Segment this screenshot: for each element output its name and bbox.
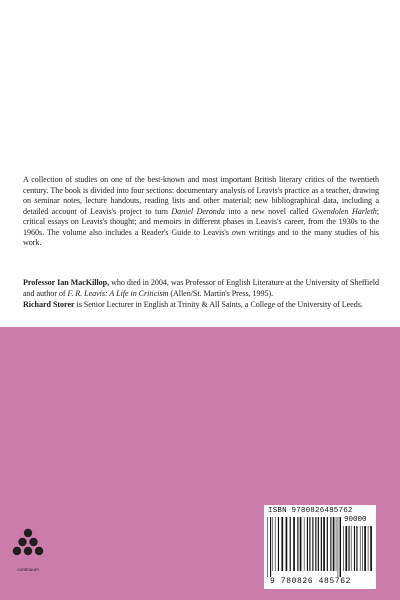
price-barcode-bars bbox=[343, 526, 373, 577]
book-description bbox=[23, 175, 379, 249]
author-bio-mackillop bbox=[23, 278, 379, 299]
bio-text: who died in 2004, was Professor of English Literature at the University of Sheffield and author of bbox=[23, 278, 379, 298]
isbn-digits: 9 780826 485762 bbox=[270, 577, 352, 586]
bio-text: (Allen/St. Martin's Press, 1995). bbox=[168, 288, 274, 298]
description-text: ; critical essays on Leavis's thought; and memoirs in different phases in Leavis's career, from the 1930s to the 1960s. The volume also includes a Reader's Guide to Leavis's own writings and to the many studies of his work. bbox=[23, 206, 379, 247]
publisher-name: continuum bbox=[17, 567, 39, 572]
book-title-leavis-life: F. R. Leavis: A Life in Criticism bbox=[67, 288, 169, 298]
isbn-label: ISBN 9780826485762 bbox=[268, 507, 353, 515]
bio-text: is Senior Lecturer in English at Trinity & All Saints, a College of the University of Leeds. bbox=[74, 300, 363, 309]
description-text: into a new novel called bbox=[224, 206, 313, 216]
isbn-barcode bbox=[264, 505, 376, 589]
author-bio-storer bbox=[23, 300, 379, 311]
title-gwendolen-harleth: Gwendolen Harleth bbox=[312, 206, 377, 216]
description-text: A collection of studies on one of the best-known and most important British literary critics of the twentieth century. The book is divided into four sections: documentary analysis of Leavis's practice as a teacher, drawing on seminar notes, lecture handouts, reading lists and other material; new bibliographical data, including a detailed account of Leavis's project to turn bbox=[23, 175, 379, 216]
author-name-storer: Richard Storer bbox=[23, 300, 75, 309]
ean-barcode-bars bbox=[267, 517, 341, 577]
author-name-mackillop: Professor Ian MacKillop, bbox=[23, 278, 110, 287]
price-code: 90000 bbox=[344, 516, 367, 524]
title-daniel-deronda: Daniel Deronda bbox=[171, 206, 225, 216]
